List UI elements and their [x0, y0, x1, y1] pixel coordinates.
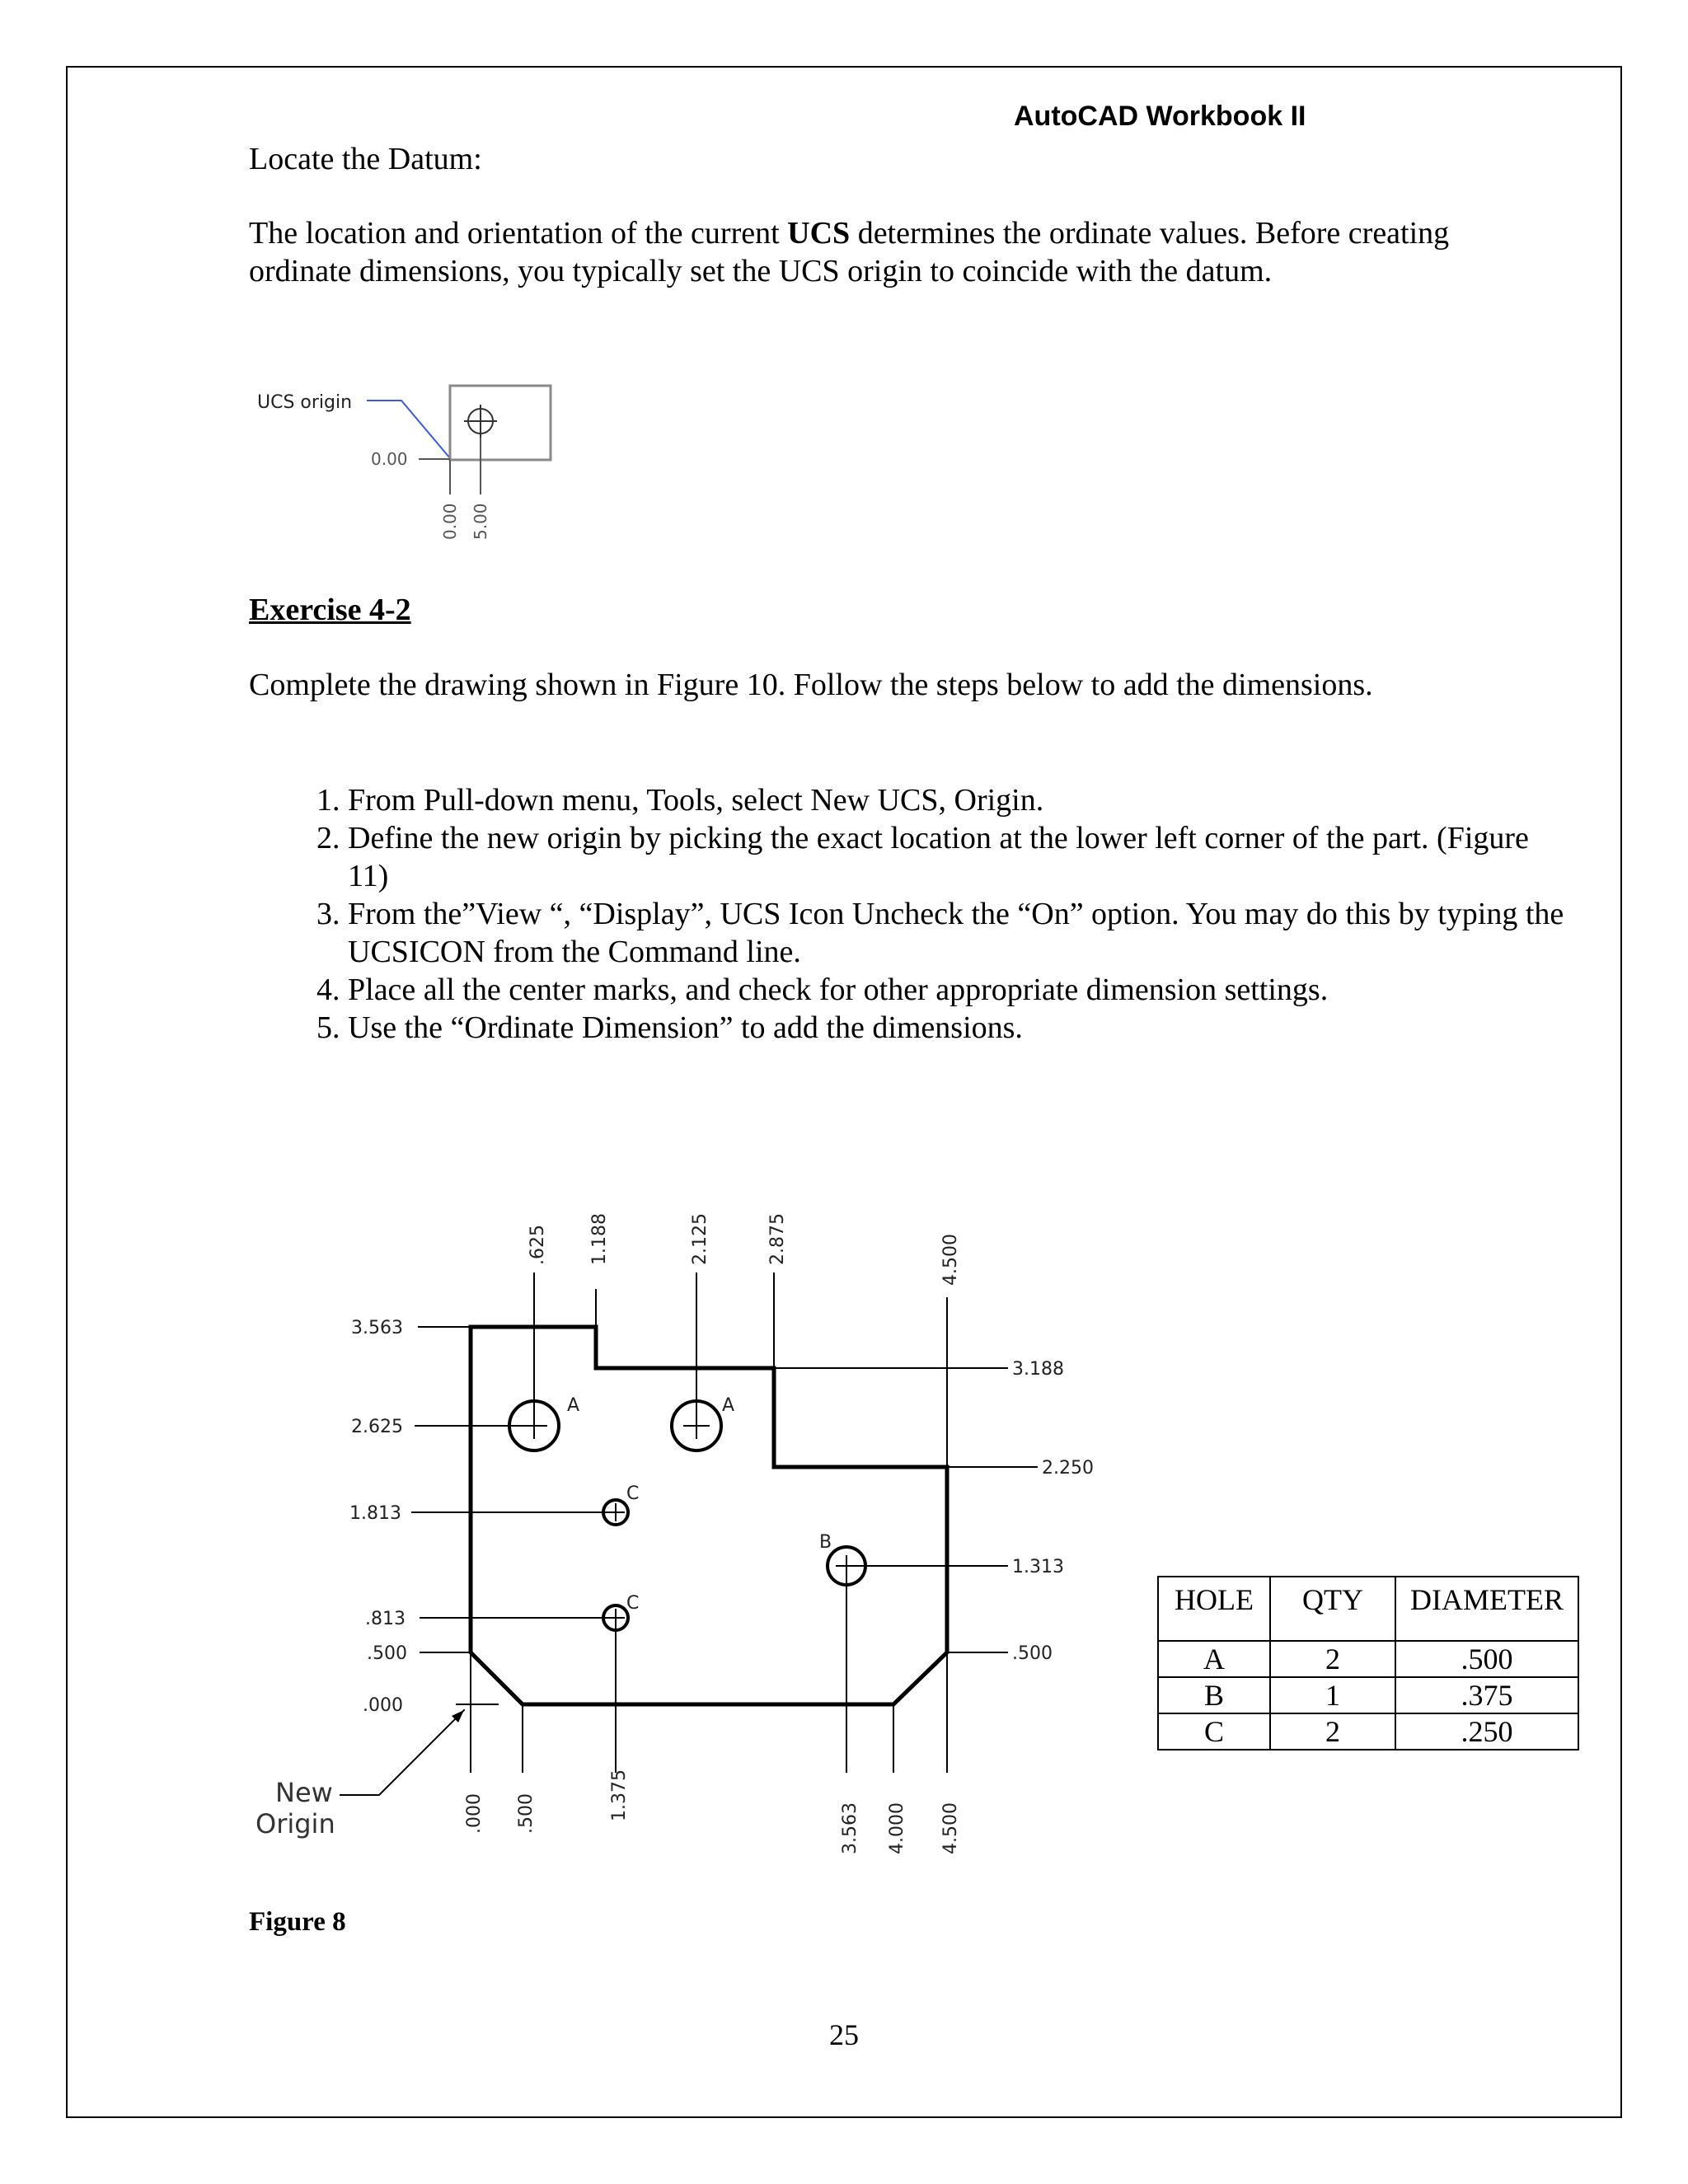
bottom-dim: 4.500: [940, 1802, 961, 1854]
right-dim: 3.188: [1012, 1359, 1064, 1380]
right-dim: .500: [1012, 1643, 1053, 1664]
left-dim: .500: [367, 1643, 407, 1664]
left-dim: .813: [365, 1609, 406, 1629]
ucs-part-box: [450, 386, 551, 460]
ucs-paragraph-before: The location and orientation of the current: [249, 216, 788, 251]
table-cell: A: [1158, 1641, 1270, 1677]
bottom-dim: 1.375: [609, 1769, 630, 1821]
left-dim: 2.625: [351, 1417, 403, 1437]
hole-label: A: [722, 1395, 735, 1416]
ordinate-drawing: [256, 1213, 1094, 1854]
part-outline: [471, 1327, 947, 1704]
ucs-origin-label: UCS origin: [257, 392, 353, 413]
left-dim: 1.813: [349, 1503, 401, 1524]
new-origin-label-line1: New: [275, 1777, 333, 1808]
ucs-dim-v1-value: 0.00: [440, 503, 460, 540]
datum-heading: Locate the Datum:: [249, 142, 482, 176]
table-row: [1158, 1677, 1578, 1713]
table-cell: 2: [1270, 1713, 1395, 1750]
hole-label: A: [567, 1395, 580, 1416]
step-item: 5. Use the “Ordinate Dimension” to add the dimensions.: [348, 1009, 1568, 1047]
table-cell: .500: [1395, 1641, 1578, 1677]
figure-caption: Figure 8: [249, 1907, 346, 1937]
step-item: 2. Define the new origin by picking the exact location at the lower left corner of the part. (Figure 11): [348, 819, 1568, 895]
exercise-title: Exercise 4-2: [249, 593, 411, 627]
table-cell: 1: [1270, 1677, 1395, 1713]
running-header: AutoCAD Workbook II: [1014, 101, 1306, 132]
ucs-dim-v2-value: 5.00: [471, 503, 490, 540]
bottom-dim: 3.563: [840, 1802, 860, 1854]
bottom-dim: 4.000: [887, 1802, 907, 1854]
table-cell: .250: [1395, 1713, 1578, 1750]
right-dim: 2.250: [1042, 1458, 1094, 1479]
step-item: 3. From the”View “, “Display”, UCS Icon Uncheck the “On” option. You may do this by typing the UCSICON from the Command line.: [348, 895, 1568, 971]
hole-label: C: [626, 1593, 640, 1614]
ucs-paragraph-after: determines the ordinate values. Before creating ordinate dimensions, you typically set the UCS origin to coincide with the datum.: [249, 216, 1450, 288]
top-dim: 2.125: [690, 1213, 710, 1265]
table-cell: B: [1158, 1677, 1270, 1713]
top-dim: .625: [528, 1225, 548, 1265]
hole-table-header-cell: QTY: [1270, 1577, 1395, 1641]
left-dim: .000: [363, 1695, 403, 1716]
top-dim: 4.500: [940, 1234, 961, 1286]
ucs-figure: [257, 386, 551, 540]
step-item: 1. From Pull-down menu, Tools, select New UCS, Origin.: [348, 781, 1568, 819]
hole-label: B: [819, 1532, 832, 1553]
table-row: [1158, 1641, 1578, 1677]
table-cell: C: [1158, 1713, 1270, 1750]
hole-table-header: [1158, 1577, 1578, 1641]
ucs-paragraph-bold: UCS: [787, 216, 851, 251]
right-dim: 1.313: [1012, 1557, 1064, 1577]
top-dim: 1.188: [589, 1213, 610, 1265]
hole-table-header-cell: DIAMETER: [1395, 1577, 1578, 1641]
exercise-intro: Complete the drawing shown in Figure 10. Follow the steps below to add the dimensions.: [249, 668, 1373, 702]
new-origin-label-line2: Origin: [256, 1808, 335, 1840]
hole-table-header-cell: HOLE: [1158, 1577, 1270, 1641]
bottom-dim: .000: [464, 1793, 485, 1834]
ucs-dim-h-value: 0.00: [371, 449, 408, 469]
table-cell: .375: [1395, 1677, 1578, 1713]
left-dim: 3.563: [351, 1318, 403, 1338]
hole-label: C: [626, 1483, 640, 1504]
bottom-dim: .500: [516, 1793, 537, 1834]
step-item: 4. Place all the center marks, and check for other appropriate dimension settings.: [348, 971, 1568, 1009]
table-cell: 2: [1270, 1641, 1395, 1677]
page-number: 25: [829, 2018, 859, 2051]
table-row: [1158, 1713, 1578, 1750]
top-dim: 2.875: [767, 1213, 788, 1265]
hole-table: [1157, 1576, 1579, 1750]
